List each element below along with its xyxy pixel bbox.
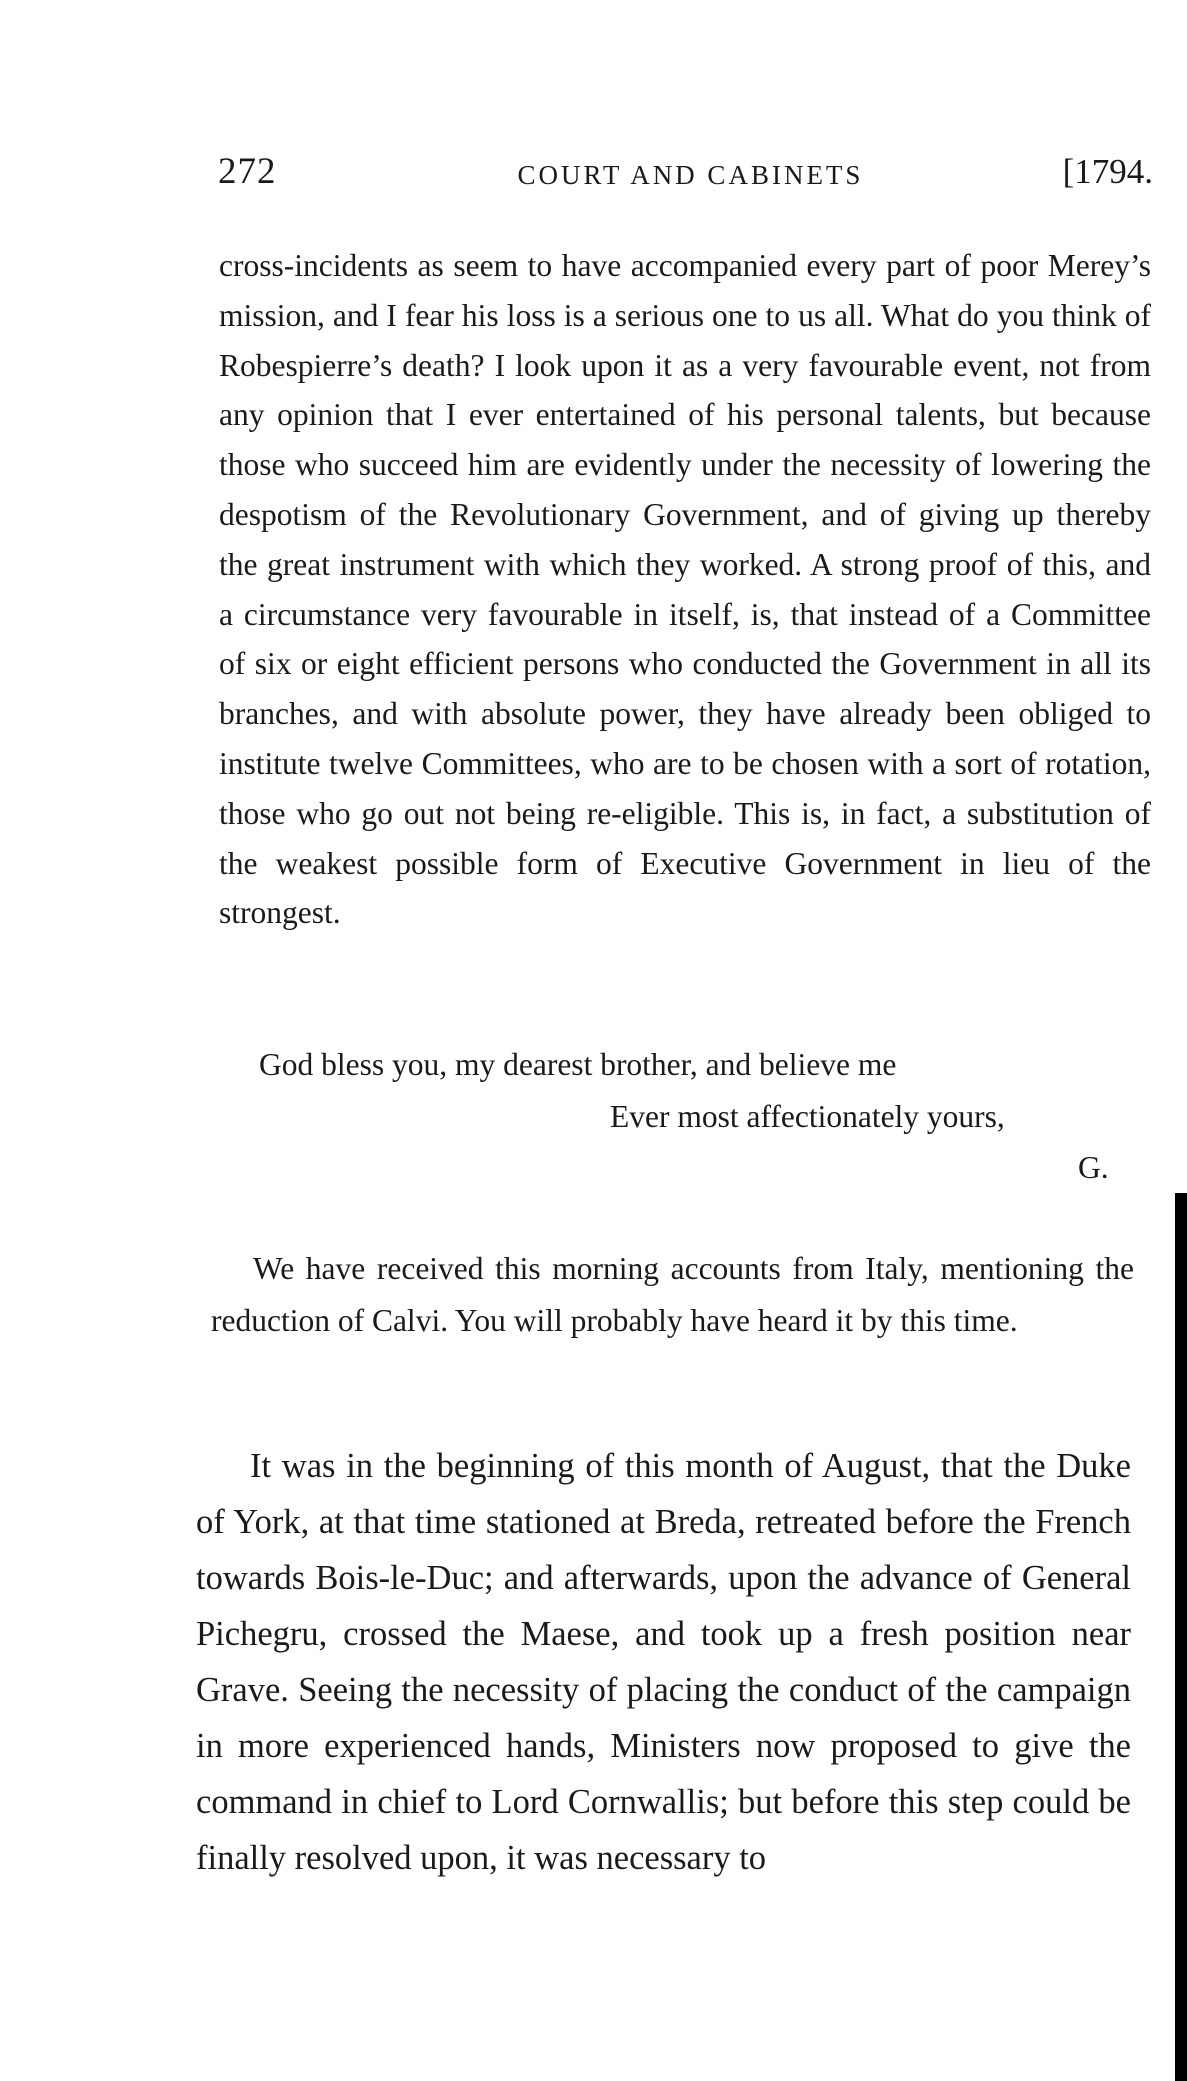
- postscript: [211, 1243, 1134, 1347]
- running-title: COURT AND CABINETS: [517, 160, 864, 190]
- narrative: [196, 1438, 1131, 1886]
- letter-signature: G.: [1078, 1150, 1109, 1185]
- letter-closing: Ever most affectionately yours,: [610, 1099, 1005, 1134]
- postscript-paragraph: We have received this morning accounts from Italy, mentioning the reduction of Calvi. You will probably have heard it by this time.: [211, 1251, 1134, 1338]
- letter-blessing: God bless you, my dearest brother, and believe me: [259, 1047, 897, 1082]
- letter-paragraph: cross-incidents as seem to have accompanied every part of poor Merey’s mission, and I fear his loss is a serious one to us all. What do you think of Robespierre’s death? I look upon it as a very favourable event, not from any opinion that I ever entertained of his personal talents, but because those who succeed him are evidently under the necessity of lowering the despotism of the Revolutionary Government, and of giving up thereby the great instrument with which they worked. A strong proof of this, and a circumstance very favourable in itself, is, that instead of a Committee of six or eight efficient persons who conducted the Government in all its branches, and with absolute power, they have already been obliged to institute twelve Committees, who are to be chosen with a sort of rotation, those who go out not being re-eligible. This is, in fact, a substitution of the weakest possible form of Executive Government in lieu of the strongest.: [219, 248, 1151, 931]
- running-year: [1794.: [1062, 152, 1153, 191]
- page-edge-shadow: [1175, 1193, 1187, 2081]
- running-head: [218, 150, 1153, 200]
- page-number: 272: [218, 151, 277, 192]
- narrative-paragraph: It was in the beginning of this month of August, that the Duke of York, at that time stationed at Breda, retreated before the French towards Bois-le-Duc; and afterwards, upon the advance of General Pichegru, crossed the Maese, and took up a fresh position near Grave. Seeing the necessity of placing the conduct of the campaign in more experienced hands, Ministers now proposed to give the command in chief to Lord Cornwallis; but before this step could be finally resolved upon, it was necessary to: [196, 1447, 1131, 1877]
- letter-body: [219, 241, 1151, 938]
